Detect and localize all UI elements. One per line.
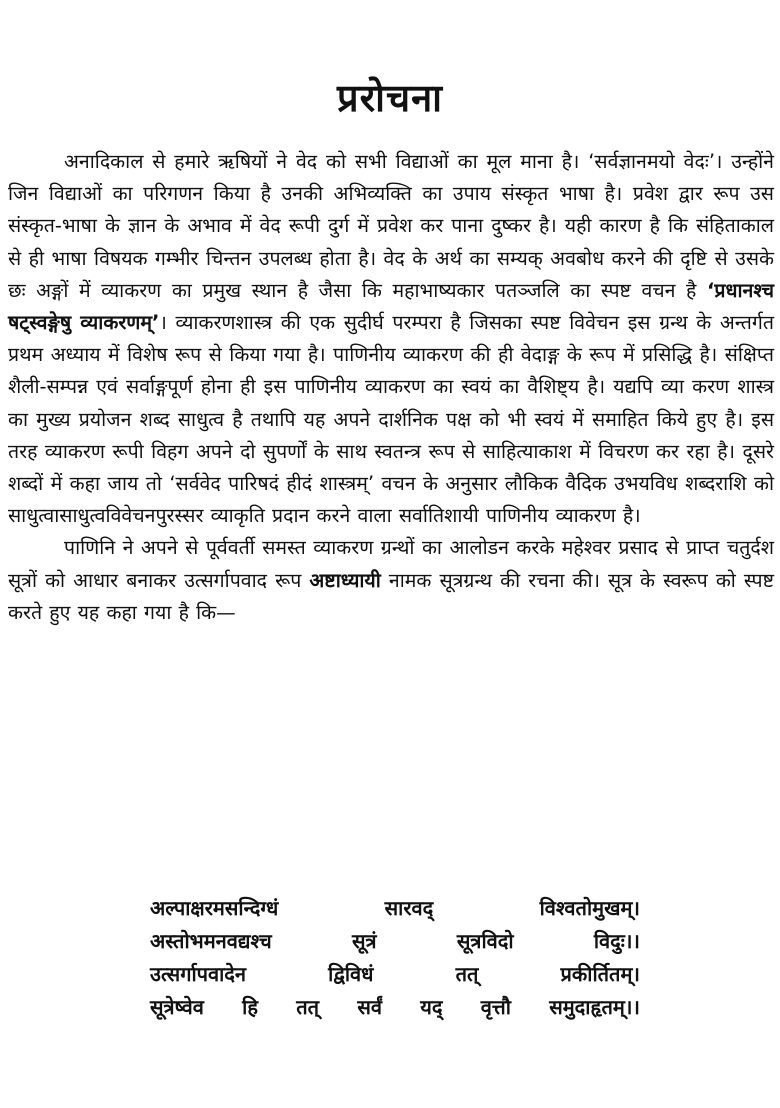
paragraph-intro-text-2: । व्याकरणशास्त्र की एक सुदीर्घ परम्परा है जिसका स्पष्ट विवेचन इस ग्रन्थ के अन्तर्गत प्रथम अध्याय में विशेष रूप से किया गया है। पाणिनीय व्याकरण की ही वेदाङ्ग के रूप में प्रसिद्धि है। संक्षिप्त शैली-सम्पन्न एवं सर्वाङ्गपूर्ण होना ही इस पाणिनीय व्याकरण का स्वयं का वैशिष्ट्य है। यद्यपि व्या करण शास्त्र का मुख्य प्रयोजन शब्द साधुत्व है तथापि यह अपने दार्शनिक पक्ष को भी स्वयं में समाहित किये हुए है। इस तरह व्याकरण रूपी विहग अपने दो सुपर्णों के साथ स्वतन्त्र रूप से साहित्याकाश में विचरण कर रहा है। दूसरे शब्दों में कहा जाय तो ‘सर्ववेद पारिषदं हीदं शास्त्रम्’ वचन के अनुसार लौकिक वैदिक उभयविध शब्दराशि को साधुत्वासाधुत्वविवेचनपुरस्सर व्याकृति प्रदान करने वाला सर्वातिशायी पाणिनीय व्याकरण है। <box>8 311 774 528</box>
paragraph-intro-text-1: अनादिकाल से हमारे ऋषियों ने वेद को सभी विद्याओं का मूल माना है। ‘सर्वज्ञानमयो वेदः’। उन्होंने जिन विद्याओं का परिगणन किया है उनकी अभिव्यक्ति का उपाय संस्कृत भाषा है। प्रवेश द्वार रूप उस संस्कृत-भाषा के ज्ञान के अभाव में वेद रूपी दुर्ग में प्रवेश कर पाना दुष्कर है। यही कारण है कि संहिताकाल से ही भाषा विषयक गम्भीर चिन्तन उपलब्ध होता है। वेद के अर्थ का सम्यक् अवबोध करने की दृष्टि से उसके छः अङ्गों में व्याकरण का प्रमुख स्थान है जैसा कि महाभाष्यकार पतञ्जलि का स्पष्ट वचन है <box>8 150 774 302</box>
sutra-verse-block <box>150 892 640 1024</box>
paragraph-panini <box>8 532 774 629</box>
mahabhashya-quote: ‘प्रधानश्च षट्स्वङ्गेषु व्याकरणम्’ <box>8 278 774 335</box>
verse-line-2: अस्तोभमनवद्यश्च सूत्रं सूत्रविदो विदुः।। <box>150 929 640 953</box>
verse-line-3: उत्सर्गापवादेन द्विविधं तत् प्रकीर्तितम्। <box>150 962 640 986</box>
ashtadhyayi-term: अष्टाध्यायी <box>309 568 381 592</box>
verse-line-1: अल्पाक्षरमसन्दिग्धं सारवद् विश्वतोमुखम्। <box>150 896 640 920</box>
paragraph-intro <box>8 146 774 532</box>
paragraph-panini-text-1: पाणिनि ने अपने से पूर्ववर्ती समस्त व्याकरण ग्रन्थों का आलोडन करके महेश्वर प्रसाद से प्राप्त चतुर्दश सूत्रों को आधार बनाकर उत्सर्गापवाद रूप <box>8 536 774 592</box>
verse-line-4: सूत्रेष्वेव हि तत् सर्वं यद् वृत्तौ समुदाहृतम्।। <box>150 995 640 1019</box>
paragraph-panini-text-2: नामक सूत्रग्रन्थ की रचना की। सूत्र के स्वरूप को स्पष्ट करते हुए यह कहा गया है कि— <box>8 568 774 624</box>
page-title: प्ररोचना <box>336 76 444 120</box>
body-text <box>8 146 774 629</box>
